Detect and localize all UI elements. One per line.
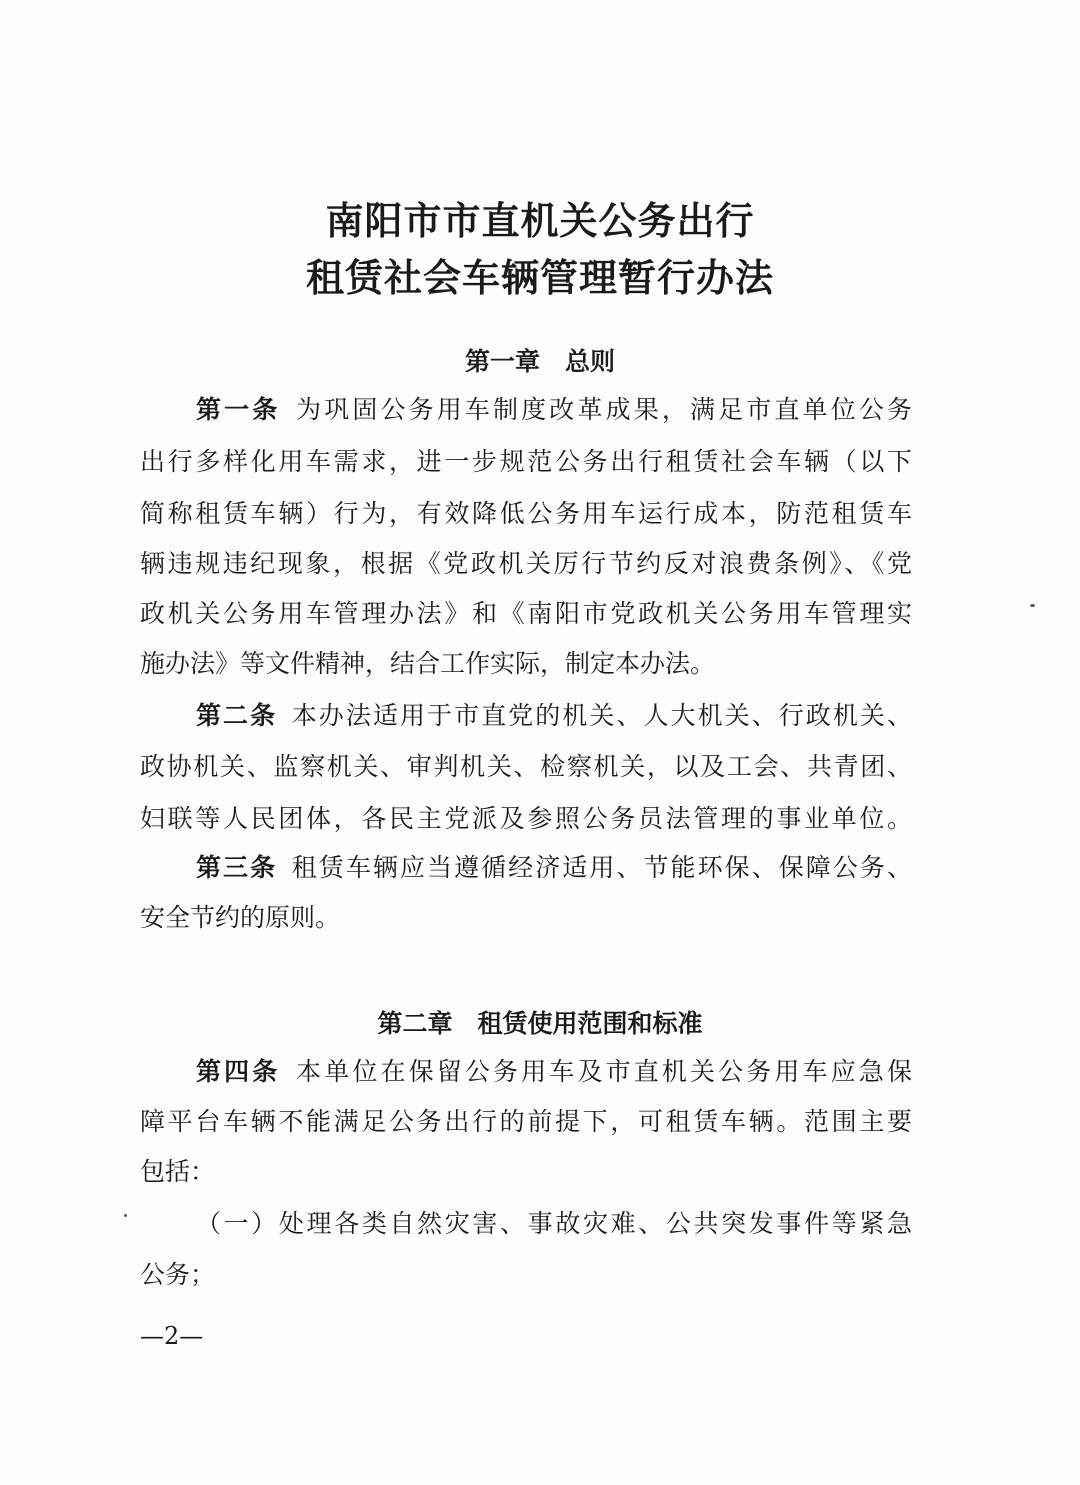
chapter-2-heading: 第二章 租赁使用范围和标准 bbox=[377, 1009, 703, 1038]
document-title-line-2: 租赁社会车辆管理暂行办法 bbox=[305, 255, 774, 300]
article-4-label: 第四条 bbox=[196, 1057, 281, 1086]
article-1-label: 第一条 bbox=[196, 395, 281, 424]
article-4-line: 包括： bbox=[140, 1157, 216, 1186]
item-1-line: 公务； bbox=[140, 1260, 216, 1289]
article-2-label: 第二条 bbox=[196, 701, 278, 730]
article-1-line: 辆违规违纪现象，根据《党政机关厉行节约反对浪费条例》、《党 bbox=[140, 549, 912, 578]
chapter-1-heading: 第一章 总则 bbox=[464, 347, 615, 376]
article-3-line bbox=[196, 852, 912, 884]
article-2-text: 本办法适用于市直党的机关、人大机关、行政机关、 bbox=[289, 701, 912, 730]
article-4-text: 本单位在保留公务用车及市直机关公务用车应急保 bbox=[292, 1057, 912, 1086]
article-1-line: 出行多样化用车需求，进一步规范公务出行租赁社会车辆（以下 bbox=[140, 447, 912, 476]
article-3-label: 第三条 bbox=[196, 853, 278, 882]
article-1-line: 施办法》等文件精神，结合工作实际，制定本办法。 bbox=[140, 649, 716, 678]
article-3-text: 租赁车辆应当遵循经济适用、节能环保、保障公务、 bbox=[289, 853, 912, 882]
article-2-line: 政协机关、监察机关、审判机关、检察机关，以及工会、共青团、 bbox=[140, 752, 912, 781]
scan-speck bbox=[124, 1214, 127, 1217]
document-title-line-1: 南阳市市直机关公务出行 bbox=[325, 198, 755, 243]
scan-speck bbox=[1030, 604, 1035, 607]
article-1-line bbox=[196, 394, 912, 426]
article-3-line: 安全节约的原则。 bbox=[140, 903, 341, 932]
article-1-line: 政机关公务用车管理办法》和《南阳市党政机关公务用车管理实 bbox=[140, 599, 912, 628]
article-1-text: 为巩固公务用车制度改革成果，满足市直单位公务 bbox=[292, 395, 912, 424]
article-1-line: 简称租赁车辆）行为，有效降低公务用车运行成本，防范租赁车 bbox=[140, 499, 912, 528]
item-1-line: （一）处理各类自然灾害、事故灾难、公共突发事件等紧急 bbox=[196, 1209, 912, 1238]
article-4-line: 障平台车辆不能满足公务出行的前提下，可租赁车辆。范围主要 bbox=[140, 1107, 912, 1136]
page-number: —2— bbox=[140, 1322, 204, 1350]
article-4-line bbox=[196, 1056, 912, 1088]
article-2-line: 妇联等人民团体，各民主党派及参照公务员法管理的事业单位。 bbox=[140, 804, 912, 833]
article-2-line bbox=[196, 700, 912, 732]
